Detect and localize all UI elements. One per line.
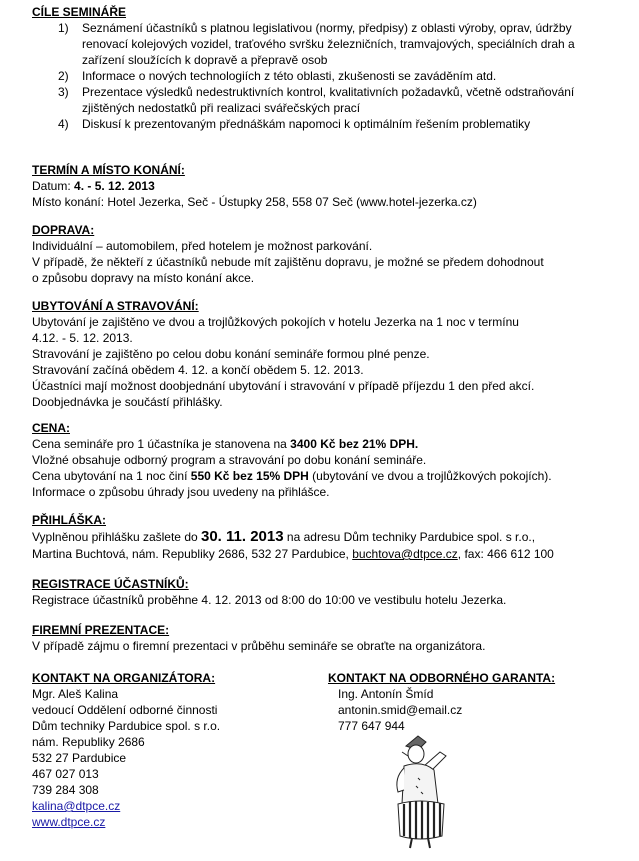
goal-text: renovací kolejových vozidel, traťového svršku železničních, tramvajových, speciálních drah a (82, 37, 575, 51)
organizer-line: 739 284 308 (32, 783, 99, 797)
goals-list (32, 20, 632, 132)
transport-section (32, 222, 632, 286)
application-line (32, 546, 632, 562)
guarantor-line: Ing. Antonín Šmíd (338, 687, 434, 701)
application-text: na adresu Dům techniky Pardubice spol. s r.o., (283, 530, 536, 544)
application-section (32, 512, 632, 562)
cartoon-figure-illustration (388, 732, 456, 850)
transport-text: o způsobu dopravy na místo konání akce. (32, 271, 255, 285)
accommodation-text: Stravování je zajištěno po celou dobu konání semináře formou plné penze. (32, 347, 430, 361)
application-heading: PŘIHLÁŠKA: (32, 513, 106, 527)
deadline-date: 30. 11. 2013 (201, 528, 284, 545)
price-text: (ubytování ve dvou a trojlůžkových pokojích). (308, 469, 552, 483)
goal-text: Prezentace výsledků nedestruktivních kontrol, kvalitativních požadavků, včetně odstraňování (82, 85, 575, 99)
goal-item (32, 116, 632, 132)
goal-item (32, 20, 632, 68)
transport-heading: DOPRAVA: (32, 223, 95, 237)
term-heading: TERMÍN A MÍSTO KONÁNÍ: (32, 163, 185, 177)
organizer-web-link[interactable]: www.dtpce.cz (32, 815, 106, 829)
accommodation-text: Stravování začíná obědem 4. 12. a končí obědem 5. 12. 2013. (32, 363, 364, 377)
guarantor-line: antonin.smid@email.cz (338, 703, 463, 717)
term-section (32, 162, 632, 210)
price-value: 3400 Kč bez 21% DPH. (290, 437, 419, 451)
transport-text: V případě, že někteří z účastníků nebude mít zajištěnu dopravu, je možné se předem dohodnout (32, 255, 544, 269)
goal-number: 2) (58, 69, 69, 83)
goal-text: zařízení sloužících k dopravě a přepravě osob (82, 53, 328, 67)
price-text: Cena ubytování na 1 noc činí (32, 469, 191, 483)
price-text: Cena semináře pro 1 účastníka je stanovena na (32, 437, 291, 451)
goal-item (32, 84, 632, 116)
place-line: Místo konání: Hotel Jezerka, Seč - Ústupky 258, 558 07 Seč (www.hotel-jezerka.cz) (32, 195, 477, 209)
registration-heading: REGISTRACE ÚČASTNÍKŮ: (32, 577, 189, 591)
application-text: Vyplněnou přihlášku zašlete do (32, 530, 201, 544)
goal-number: 3) (58, 85, 69, 99)
goal-item (32, 68, 632, 84)
price-heading: CENA: (32, 421, 70, 435)
presentation-heading: FIREMNÍ PREZENTACE: (32, 623, 170, 637)
transport-text: Individuální – automobilem, před hotelem je možnost parkování. (32, 239, 373, 253)
goal-number: 1) (58, 21, 69, 35)
goal-text: zjištěných nedostatků při realizaci svářečských prací (82, 101, 361, 115)
application-text: , fax: 466 612 100 (457, 547, 554, 561)
price-value: 550 Kč bez 15% DPH (190, 469, 309, 483)
goal-number: 4) (58, 117, 69, 131)
application-email-link[interactable]: buchtova@dtpce.cz (352, 547, 458, 561)
price-section (32, 420, 632, 500)
goal-text: Seznámení účastníků s platnou legislativou (normy, předpisy) z oblasti výroby, oprav, údržby (82, 21, 572, 35)
guarantor-line: 777 647 944 (338, 719, 405, 733)
presentation-text: V případě zájmu o firemní prezentaci v průběhu semináře se obraťte na organizátora. (32, 639, 486, 653)
registration-text: Registrace účastníků proběhne 4. 12. 2013 od 8:00 do 10:00 ve vestibulu hotelu Jezerka. (32, 593, 507, 607)
price-line: Vložné obsahuje odborný program a stravování po dobu konání semináře. (32, 453, 427, 467)
organizer-line: Mgr. Aleš Kalina (32, 687, 119, 701)
organizer-contact (32, 670, 322, 830)
organizer-line: Dům techniky Pardubice spol. s r.o. (32, 719, 221, 733)
registration-section (32, 576, 632, 608)
guarantor-contact (328, 670, 628, 734)
accommodation-text: 4.12. - 5. 12. 2013. (32, 331, 133, 345)
organizer-line: 532 27 Pardubice (32, 751, 127, 765)
presentation-section (32, 622, 632, 654)
price-line (32, 468, 632, 484)
price-line: Informace o způsobu úhrady jsou uvedeny na přihlášce. (32, 485, 330, 499)
accommodation-text: Doobjednávka je součástí přihlášky. (32, 395, 223, 409)
date-value: 4. - 5. 12. 2013 (74, 179, 155, 193)
goal-text: Diskusí k prezentovaným přednáškám napomoci k optimálním řešením problematiky (82, 117, 531, 131)
organizer-heading: KONTAKT NA ORGANIZÁTORA: (32, 671, 216, 685)
goals-heading: CÍLE SEMINÁŘE (32, 5, 127, 19)
guarantor-heading: KONTAKT NA ODBORNÉHO GARANTA: (328, 671, 556, 685)
organizer-line: 467 027 013 (32, 767, 99, 781)
price-line (32, 436, 632, 452)
goal-text: Informace o nových technologiích z této oblasti, zkušenosti se zaváděním atd. (82, 69, 497, 83)
accommodation-text: Ubytování je zajištěno ve dvou a trojlůžkových pokojích v hotelu Jezerka na 1 noc v termínu (32, 315, 519, 329)
date-line (32, 178, 632, 194)
organizer-line: nám. Republiky 2686 (32, 735, 145, 749)
organizer-line: vedoucí Oddělení odborné činnosti (32, 703, 218, 717)
goals-section (32, 4, 632, 132)
application-line (32, 528, 632, 546)
accommodation-text: Účastníci mají možnost doobjednání ubytování i stravování v případě příjezdu 1 den před akcí. (32, 379, 535, 393)
date-label: Datum: (32, 179, 75, 193)
application-text: Martina Buchtová, nám. Republiky 2686, 532 27 Pardubice, (32, 547, 353, 561)
accommodation-heading: UBYTOVÁNÍ A STRAVOVÁNÍ: (32, 299, 199, 313)
accommodation-section (32, 298, 632, 410)
organizer-email-link[interactable]: kalina@dtpce.cz (32, 799, 121, 813)
